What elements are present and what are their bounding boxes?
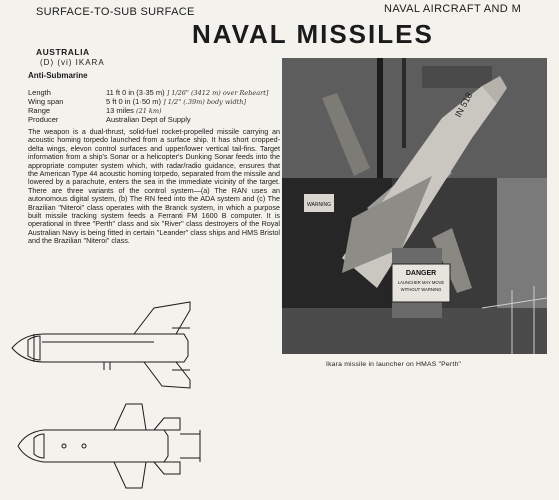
handwritten-note: (21 km)	[136, 107, 162, 115]
spec-value-range	[106, 106, 162, 115]
spec-label-length: Length	[28, 88, 51, 97]
spec-label-wingspan: Wing span	[28, 97, 64, 106]
entry-description: The weapon is a dual-thrust, solid-fuel rocket-propelled missile carrying an acoustic homing torpedo launched from a surface ship. It has short cropped-delta wings, elevon control surfaces and upper/lower vertical tail-fins. Target information from a ship's Sonar or a helicopter's Dunking Sonar feeds into the appropriate computer system which, with radar/radio guidance, ensures that the American Type 44 acoustic homing torpedo, separated from the missile and lowered by a parachute, enters the sea in the immediate vicinity of the target. There are three variants of the control system—(a) The RAN uses an autonomous digital system, (b) The RN feed into the ADA system and (c) The Brazilian "Niteroi" class operates with the Branck system, in which a purpose built missile tracking system feeds a Ferranti FM 1600 B computer. It is operational in three "Perth" class and six "River" class destroyers of the Royal Australian Navy is being fitted in certain "Leander" class ships and HMS Bristol and the Brazilian "Niteroi" class.	[28, 127, 280, 246]
entry-country: AUSTRALIA	[36, 47, 90, 57]
missile-top-view	[18, 404, 200, 488]
spec-value-text: 5 ft 0 in (1·50 m)	[106, 97, 162, 106]
entry-role: Anti-Submarine	[28, 71, 88, 80]
running-head: NAVAL AIRCRAFT AND M	[384, 3, 522, 15]
missile-marking-text: IN 518	[452, 90, 475, 119]
page-title: NAVAL MISSILES	[192, 19, 434, 49]
entry-model: (D) (vi) IKARA	[40, 58, 105, 67]
launcher-photo	[282, 58, 547, 354]
spec-label-range: Range	[28, 106, 51, 115]
section-heading: SURFACE-TO-SUB SURFACE	[36, 6, 195, 18]
spec-value-text: 11 ft 0 in (3·35 m)	[106, 88, 165, 97]
spec-value-length	[106, 88, 268, 97]
danger-sign-title: DANGER	[405, 270, 437, 277]
handwritten-note: ] 1/26" (3412 m) over Rebeart]	[166, 89, 269, 97]
missile-side-view	[12, 302, 190, 388]
danger-sign-line: WITHOUT WARNING	[400, 287, 442, 292]
side-warning-text: WARNING	[307, 202, 331, 208]
launcher-photo-drawing	[282, 58, 547, 354]
missile-line-drawings	[4, 296, 204, 492]
handwritten-note: ] 1/2" (.39m) body width]	[163, 98, 246, 106]
spec-value-producer: Australian Dept of Supply	[106, 115, 191, 124]
spec-value-text: 13 miles	[106, 106, 134, 115]
spec-value-wingspan	[106, 97, 246, 106]
danger-sign-line: LAUNCHER MAY MOVE	[397, 280, 445, 285]
spec-label-producer: Producer	[28, 115, 59, 124]
photo-caption: Ikara missile in launcher on HMAS "Perth"	[326, 361, 462, 368]
